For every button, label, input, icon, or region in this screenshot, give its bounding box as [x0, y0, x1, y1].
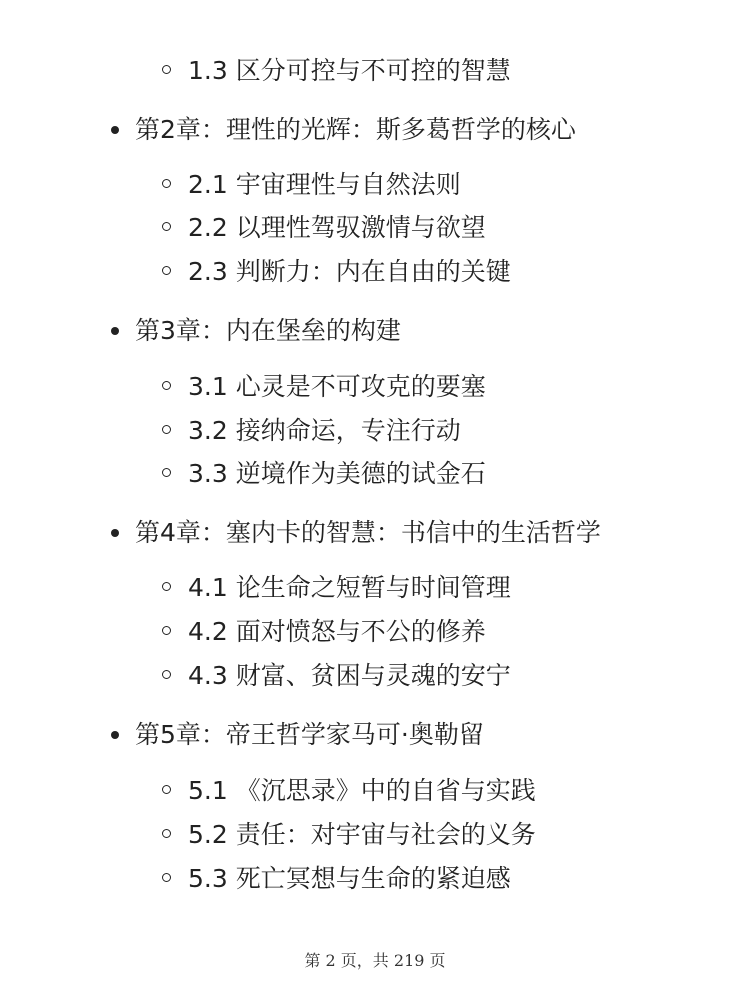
toc-entry-text: 4.1 论生命之短暂与时间管理: [188, 573, 511, 602]
filled-bullet-icon: [111, 126, 119, 134]
toc-section-3-1: [0, 367, 750, 407]
hollow-bullet-icon: [162, 425, 171, 434]
toc-entry-text: 3.3 逆境作为美德的试金石: [188, 459, 486, 488]
toc-section-2-1: [0, 165, 750, 205]
toc-chapter-2: [0, 110, 750, 150]
hollow-bullet-icon: [162, 381, 171, 390]
toc-section-3-2: [0, 411, 750, 451]
toc-entry-text: 第5章：帝王哲学家马可·奥勒留: [135, 720, 484, 749]
toc-chapter-5: [0, 715, 750, 755]
toc-entry-text: 3.1 心灵是不可攻克的要塞: [188, 372, 486, 401]
filled-bullet-icon: [111, 731, 119, 739]
page-number-footer: 第 2 页，共 219 页: [304, 951, 446, 970]
hollow-bullet-icon: [162, 582, 171, 591]
toc-entry-text: 2.1 宇宙理性与自然法则: [188, 170, 461, 199]
toc-entry-text: 4.3 财富、贫困与灵魂的安宁: [188, 661, 511, 690]
toc-entry-text: 第3章：内在堡垒的构建: [135, 316, 401, 345]
toc-section-4-3: [0, 656, 750, 696]
hollow-bullet-icon: [162, 222, 171, 231]
filled-bullet-icon: [111, 529, 119, 537]
hollow-bullet-icon: [162, 670, 171, 679]
hollow-bullet-icon: [162, 468, 171, 477]
toc-entry-text: 1.3 区分可控与不可控的智慧: [188, 56, 511, 85]
toc-entry-text: 5.1 《沉思录》中的自省与实践: [188, 776, 536, 805]
hollow-bullet-icon: [162, 626, 171, 635]
toc-entry-text: 5.3 死亡冥想与生命的紧迫感: [188, 864, 511, 893]
toc-section-1-3: [0, 51, 750, 91]
toc-section-4-1: [0, 568, 750, 608]
toc-entry-text: 5.2 责任：对宇宙与社会的义务: [188, 820, 536, 849]
toc-chapter-3: [0, 311, 750, 351]
toc-section-2-3: [0, 252, 750, 292]
hollow-bullet-icon: [162, 65, 171, 74]
toc-section-4-2: [0, 612, 750, 652]
hollow-bullet-icon: [162, 266, 171, 275]
hollow-bullet-icon: [162, 179, 171, 188]
toc-entry-text: 3.2 接纳命运，专注行动: [188, 416, 461, 445]
filled-bullet-icon: [111, 327, 119, 335]
toc-section-5-3: [0, 859, 750, 899]
toc-entry-text: 2.2 以理性驾驭激情与欲望: [188, 213, 486, 242]
hollow-bullet-icon: [162, 785, 171, 794]
toc-entry-text: 2.3 判断力：内在自由的关键: [188, 257, 511, 286]
toc-section-2-2: [0, 208, 750, 248]
toc-section-5-2: [0, 815, 750, 855]
toc-section-3-3: [0, 454, 750, 494]
hollow-bullet-icon: [162, 829, 171, 838]
hollow-bullet-icon: [162, 873, 171, 882]
toc-entry-text: 第4章：塞内卡的智慧：书信中的生活哲学: [135, 518, 601, 547]
toc-entry-text: 4.2 面对愤怒与不公的修养: [188, 617, 486, 646]
toc-chapter-4: [0, 513, 750, 553]
toc-entry-text: 第2章：理性的光辉：斯多葛哲学的核心: [135, 115, 576, 144]
toc-section-5-1: [0, 771, 750, 811]
